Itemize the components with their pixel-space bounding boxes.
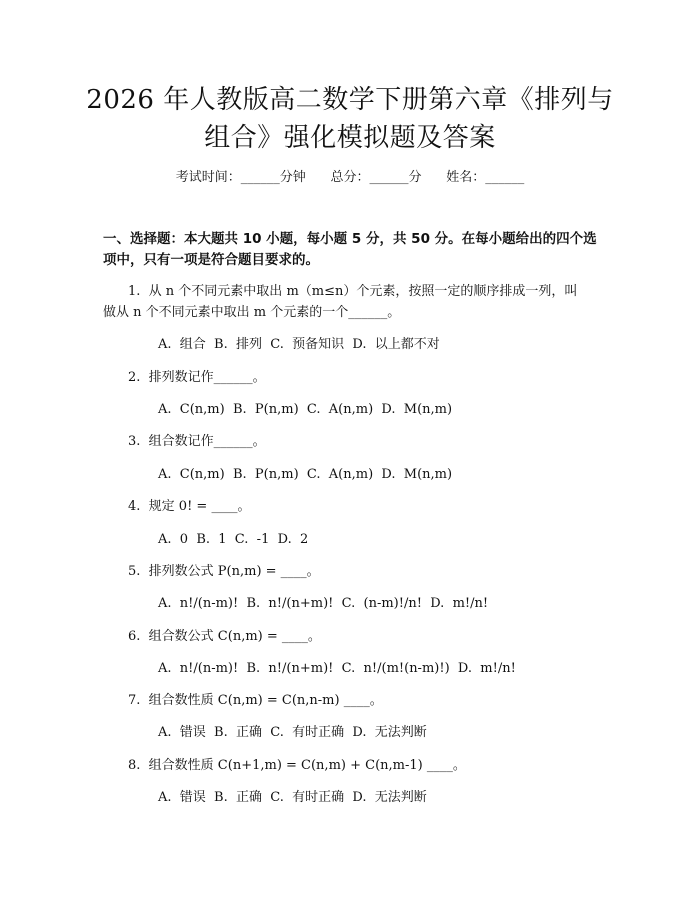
question-1-text: 1. 从 n 个不同元素中取出 m（m≤n）个元素，按照一定的顺序排成一列，叫 bbox=[128, 284, 578, 299]
section-heading-line-2: 项中，只有一项是符合题目要求的。 bbox=[103, 252, 319, 268]
question-6-text: 6. 组合数公式 C(n,m) = ____。 bbox=[128, 629, 321, 644]
question-6-options: A. n!/(n-m)! B. n!/(n+m)! C. n!/(m!(n-m)!) D. m!/n! bbox=[158, 661, 516, 676]
question-3-options: A. C(n,m) B. P(n,m) C. A(n,m) D. M(n,m) bbox=[158, 467, 453, 482]
question-4-options: A. 0 B. 1 C. -1 D. 2 bbox=[158, 532, 309, 547]
section-heading-line-1: 一、选择题：本大题共 10 小题，每小题 5 分，共 50 分。在每小题给出的四个选 bbox=[103, 231, 597, 247]
question-7-text: 7. 组合数性质 C(n,m) = C(n,n-m) ____。 bbox=[128, 693, 383, 708]
question-1-text-cont: 做从 n 个不同元素中取出 m 个元素的一个______。 bbox=[103, 305, 401, 320]
question-4-text: 4. 规定 0! = ____。 bbox=[128, 499, 251, 514]
exam-meta-line: 考试时间：______分钟 总分：______分 姓名：______ bbox=[175, 170, 525, 185]
question-5-options: A. n!/(n-m)! B. n!/(n+m)! C. (n-m)!/n! D. m!/n! bbox=[158, 596, 489, 611]
question-5-text: 5. 排列数公式 P(n,m) = ____。 bbox=[128, 564, 320, 579]
question-1-options: A. 组合 B. 排列 C. 预备知识 D. 以上都不对 bbox=[158, 337, 440, 352]
document-title-line-2: 组合》强化模拟题及答案 bbox=[204, 123, 496, 153]
question-8-options: A. 错误 B. 正确 C. 有时正确 D. 无法判断 bbox=[158, 790, 427, 805]
question-2-options: A. C(n,m) B. P(n,m) C. A(n,m) D. M(n,m) bbox=[158, 402, 453, 417]
question-3-text: 3. 组合数记作______。 bbox=[128, 434, 266, 449]
question-2-text: 2. 排列数记作______。 bbox=[128, 370, 266, 385]
question-8-text: 8. 组合数性质 C(n+1,m) = C(n,m) + C(n,m-1) ____。 bbox=[128, 758, 466, 773]
document-title-line-1: 2026 年人教版高二数学下册第六章《排列与 bbox=[86, 85, 614, 115]
question-7-options: A. 错误 B. 正确 C. 有时正确 D. 无法判断 bbox=[158, 725, 427, 740]
